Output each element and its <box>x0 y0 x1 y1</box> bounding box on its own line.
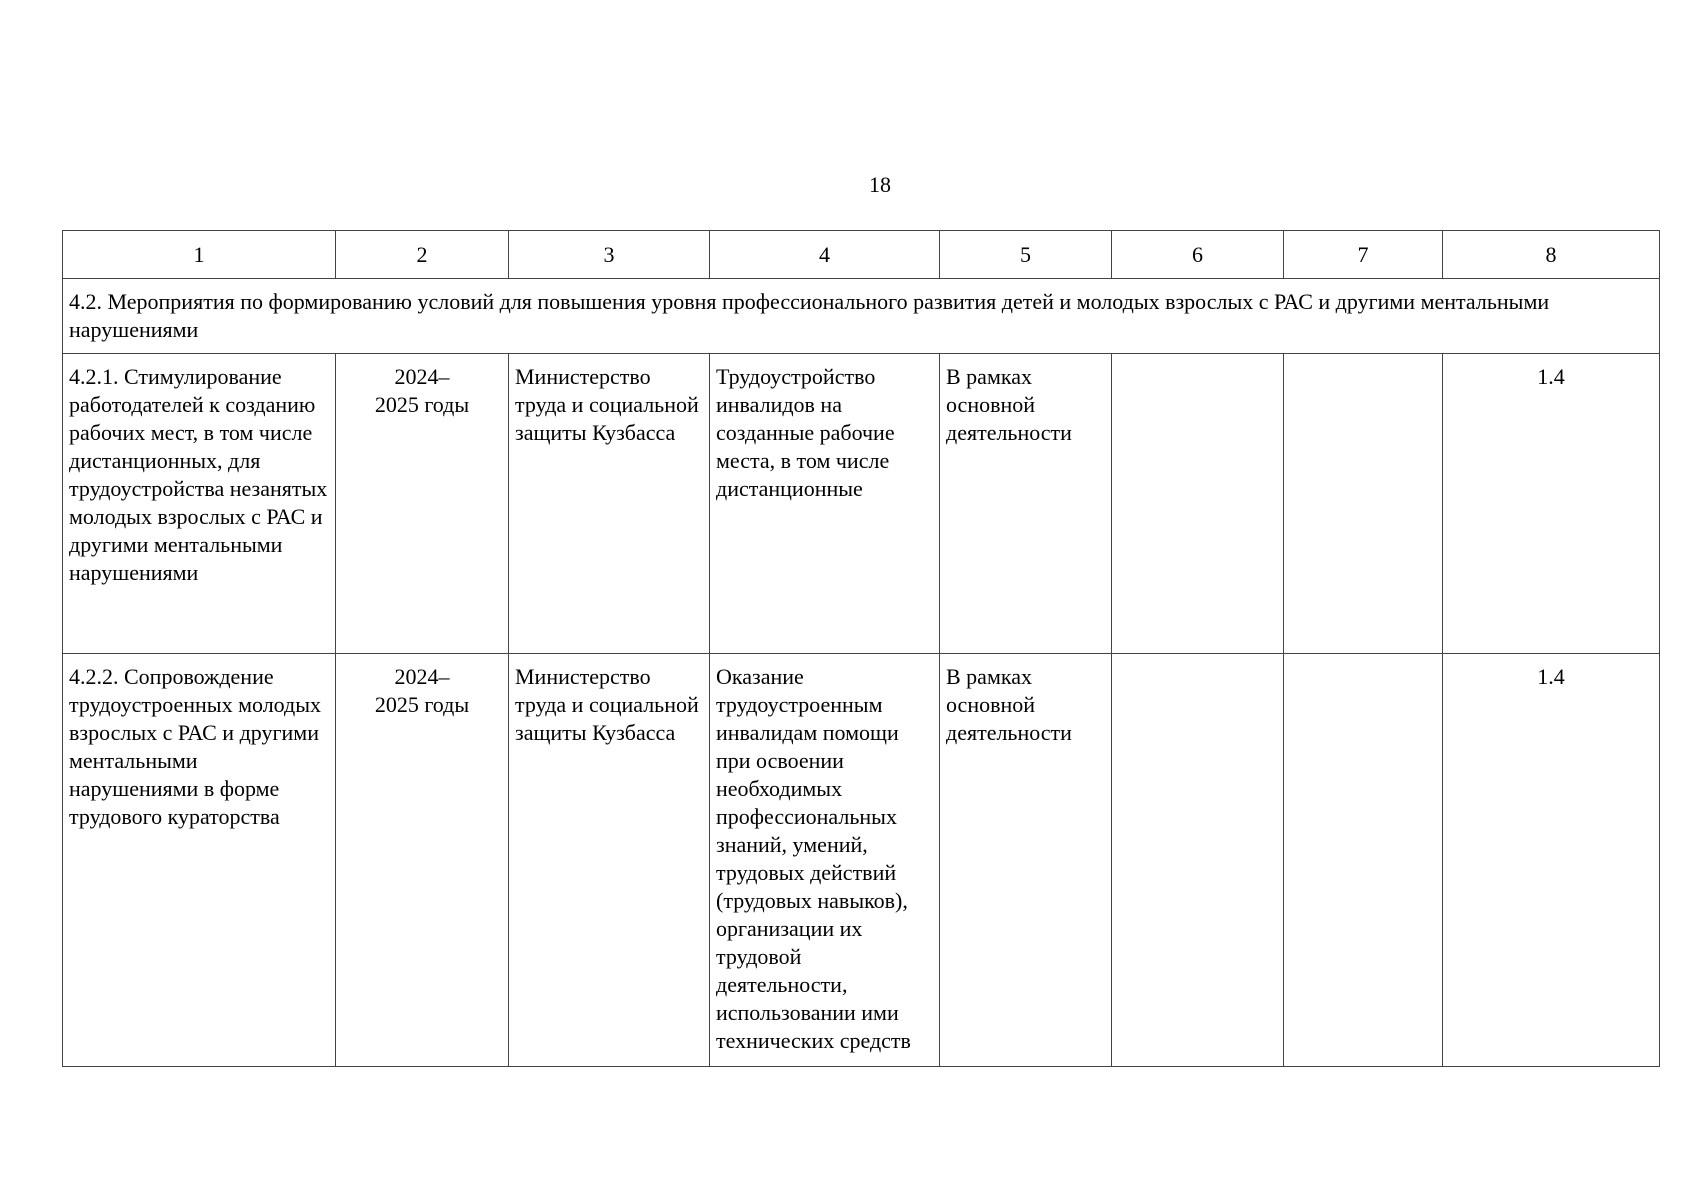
column-number-row <box>63 231 1660 279</box>
responsible-cell: Министерство труда и социальной защиты Кузбасса <box>509 654 710 1067</box>
period-start: 2024– <box>394 664 450 689</box>
period-end: 2025 годы <box>374 392 470 417</box>
column-6-cell <box>1112 654 1284 1067</box>
page-number: 18 <box>869 172 891 197</box>
section-row <box>63 279 1660 354</box>
measure-cell: 4.2.2. Сопровождение трудоустроенных молодых взрослых с РАС и другими ментальными нарушениями в форме трудового кураторства <box>63 654 336 1067</box>
indicator-cell: 1.4 <box>1443 354 1660 654</box>
column-7-cell <box>1284 654 1443 1067</box>
table-row <box>63 654 1660 1067</box>
section-title: 4.2. Мероприятия по формированию условий для повышения уровня профессионального развития детей и молодых взрослых с РАС и другими ментальными нарушениями <box>63 279 1660 354</box>
funding-cell: В рамках основной деятельности <box>940 354 1112 654</box>
column-header-3: 3 <box>509 231 710 279</box>
funding-cell: В рамках основной деятельности <box>940 654 1112 1067</box>
column-header-4: 4 <box>710 231 940 279</box>
result-cell: Трудоустройство инвалидов на созданные рабочие места, в том числе дистанционные <box>710 354 940 654</box>
column-header-6: 6 <box>1112 231 1284 279</box>
column-7-cell <box>1284 354 1443 654</box>
responsible-cell: Министерство труда и социальной защиты Кузбасса <box>509 354 710 654</box>
period-start: 2024– <box>394 364 450 389</box>
column-header-7: 7 <box>1284 231 1443 279</box>
result-cell: Оказание трудоустроенным инвалидам помощи при освоении необходимых профессиональных знаний, умений, трудовых действий (трудовых навыков), организации их трудовой деятельности, использовании ими технических средств <box>710 654 940 1067</box>
column-header-5: 5 <box>940 231 1112 279</box>
action-plan-table <box>62 230 1660 1067</box>
column-header-8: 8 <box>1443 231 1660 279</box>
table-row <box>63 354 1660 654</box>
column-header-2: 2 <box>336 231 509 279</box>
column-6-cell <box>1112 354 1284 654</box>
period-end: 2025 годы <box>374 692 470 717</box>
period-cell <box>336 354 509 654</box>
period-cell <box>336 654 509 1067</box>
indicator-cell: 1.4 <box>1443 654 1660 1067</box>
column-header-1: 1 <box>63 231 336 279</box>
measure-cell: 4.2.1. Стимулирование работодателей к созданию рабочих мест, в том числе дистанционных, для трудоустройства незанятых молодых взрослых с РАС и другими ментальными нарушениями <box>63 354 336 654</box>
